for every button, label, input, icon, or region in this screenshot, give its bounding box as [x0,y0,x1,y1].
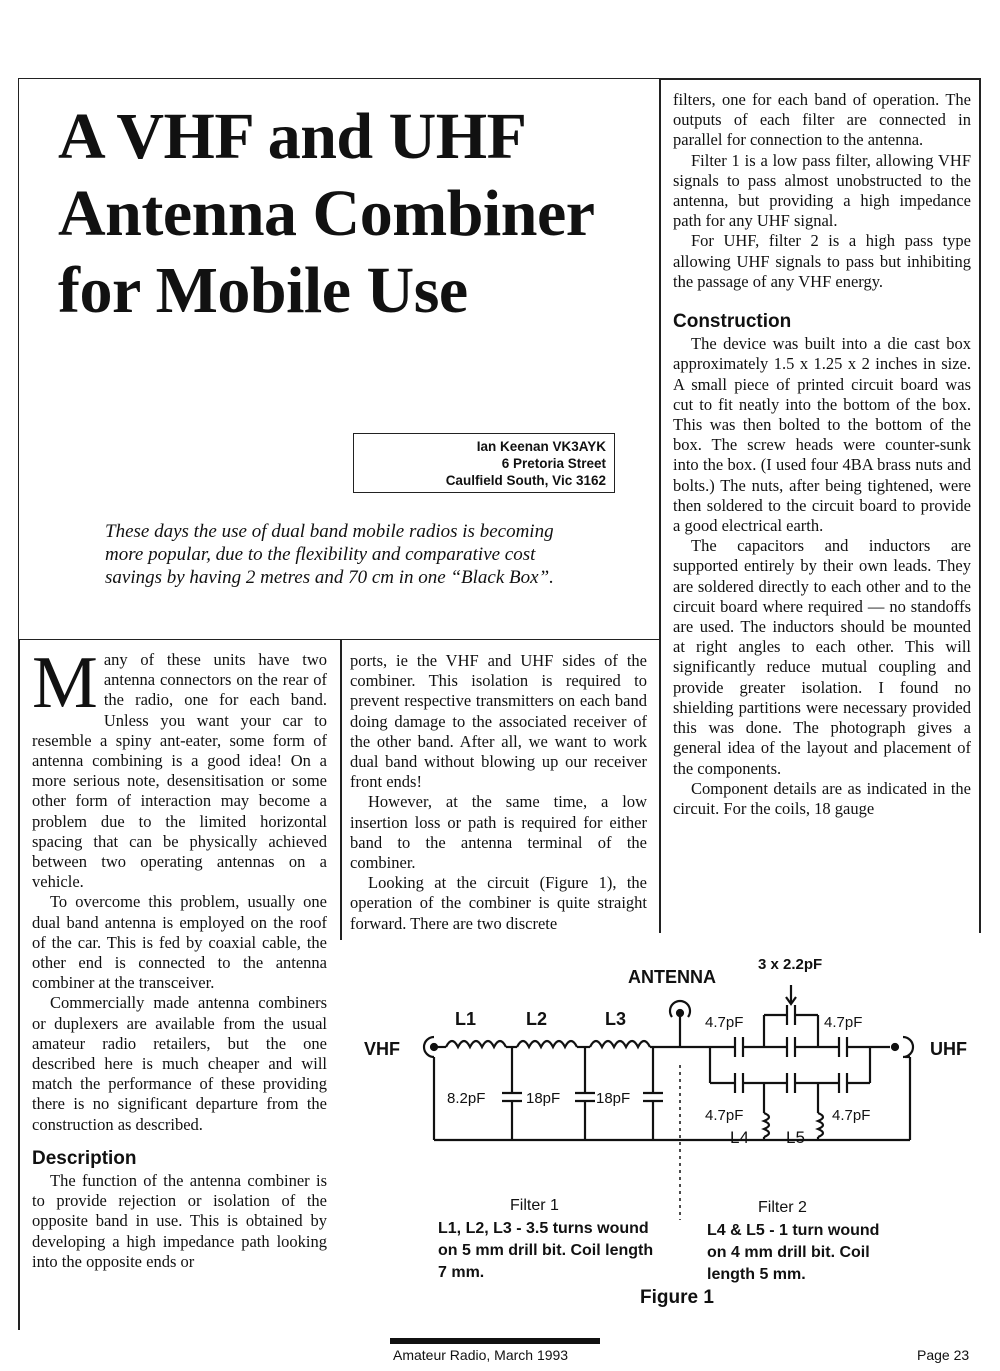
paragraph: Filter 1 is a low pass filter, allowing VHF signals to pass almost unobstructed to the antenna, but providing a high impedance path for any UHF signal. [673,150,971,231]
paragraph: However, at the same time, a low insertion loss or path is required for either band to the antenna terminal of the combiner. [350,792,647,873]
inductor-l2 [517,1041,577,1047]
cap-c1-label: 8.2pF [447,1090,486,1107]
filter2-title: Filter 2 [758,1199,807,1216]
inductor-l5 [818,1113,823,1137]
paragraph: Component details are as indicated in the circuit. For the coils, 18 gauge [673,778,971,818]
inductor-l4 [764,1113,769,1137]
uhf-connector-icon [903,1037,913,1057]
cap-c2-label: 18pF [526,1090,561,1107]
filter1-line3: 7 mm. [438,1264,485,1281]
footer-journal: Amateur Radio, March 1993 [393,1347,569,1363]
filter1-title: Filter 1 [510,1197,559,1214]
uhf-label: UHF [930,1039,967,1059]
l3-label: L3 [605,1009,627,1029]
section-heading: Construction [673,311,792,333]
cap-br-label: 4.7pF [832,1107,871,1124]
cap-bl-label: 4.7pF [705,1107,744,1124]
paragraph: For UHF, filter 2 is a high pass type allowing UHF signals to pass but inhibiting the passage of any VHF energy. [673,231,971,291]
frame-right-edge [979,78,981,933]
cap-c3-label: 18pF [596,1090,631,1107]
author-city: Caulfield South, Vic 3162 [445,473,606,488]
paragraph: The capacitors and inductors are supported entirely by their own leads. They are soldered directly to each other and to the circuit board where required — no standoffs are used. The inductors should be mounted at right angles to each other. This will significantly reduce mutual coupling and provide greater isolation. I found no shielding partitions were necessary provided this was done. The photograph gives a general idea of the layout and placement of the components. [673,536,971,778]
paragraph: Many of these units have two antenna connectors on the rear of the radio, one for each band. Unless you want your car to resemble a spiny ant-eater, some form of antenna combining is a good idea! On a more serious note, desensitisation or some other form of interaction may become a problem due to the limited horizontal spacing that can be physically achieved between two operating antennas on a vehicle. [32,642,327,892]
article-title: A VHF and UHF Antenna Combiner for Mobile Use [58,100,594,327]
l5-label: L5 [786,1128,805,1147]
drop-cap: M [32,642,98,724]
filter2-line2: on 4 mm drill bit. Coil [707,1244,870,1261]
vhf-label: VHF [364,1039,400,1059]
cap-top-label: 3 x 2.2pF [758,956,823,973]
column-1 [32,642,327,1272]
paragraph: The device was built into a die cast box approximately 1.5 x 1.25 x 2 inches in size. A small piece of printed circuit board was cut to fit neatly into the bottom of the box. This was then bolted to the bottom of the box. The screw heads were counter-sunk into the box. (I used four 4BA brass nuts and bolts.) The nuts, after being tightened, were then soldered to the circuit board to provide a good electrical earth. [673,334,971,536]
filter1-line1: L1, L2, L3 - 3.5 turns wound [438,1220,649,1237]
figure-caption: Figure 1 [640,1287,714,1308]
author-box [353,433,615,493]
paragraph: Commercially made antenna combiners or duplexers are available from the usual amateur radio retailers, but the one described here is much cheaper and will match the performance of these providing there is no significant departure from the construction as described. [32,993,327,1134]
l4-label: L4 [730,1128,749,1147]
paragraph: To overcome this problem, usually one dual band antenna is employed on the roof of the car. This is fed by coaxial cable, the other end is connected to the antenna combiner at the transceiver. [32,892,327,993]
circuit-figure [350,945,980,1320]
author-street: 6 Pretoria Street [501,456,606,471]
cap-tl-label: 4.7pF [705,1014,744,1031]
filter2-line1: L4 & L5 - 1 turn wound [707,1222,880,1239]
inductor-l1 [446,1041,506,1047]
frame-left-rule [18,640,20,1330]
footer-page: Page 23 [917,1347,970,1363]
cap-tr-label: 4.7pF [824,1014,863,1031]
filter1-line2: on 5 mm drill bit. Coil length [438,1242,654,1259]
intro-standfirst: These days the use of dual band mobile radios is becoming more popular, due to the flexibility and comparative cost savings by having 2 metres and 70 cm in one “Black Box”. [105,521,554,588]
column-3 [673,90,971,819]
filter2-line3: length 5 mm. [707,1266,806,1283]
paragraph: Looking at the circuit (Figure 1), the operation of the combiner is quite straight forward. There are two discrete [350,873,647,933]
section-heading: Description [32,1147,137,1169]
paragraph: ports, ie the VHF and UHF sides of the combiner. This isolation is required to prevent respective transmitters on each band doing damage to the associated receiver of the other band. After all, we want to work dual band without blowing up our receiver front ends! [350,651,647,792]
author-name: Ian Keenan VK3AYK [476,439,606,454]
antenna-label: ANTENNA [628,967,716,987]
paragraph: The function of the antenna combiner is to provide rejection or isolation of the opposite band in use. This is obtained by developing a high impedance path looking into the opposite ends or [32,1171,327,1271]
paragraph: filters, one for each band of operation. The outputs of each filter are connected in parallel for connection to the antenna. [673,90,971,150]
l1-label: L1 [455,1009,477,1029]
footer-rule [390,1338,600,1344]
inductor-l3 [590,1041,650,1047]
frame-mid-rule [340,640,342,940]
frame-top-rule [659,78,979,80]
frame-right-rule [659,78,661,933]
l2-label: L2 [526,1009,548,1029]
column-2 [350,651,647,934]
